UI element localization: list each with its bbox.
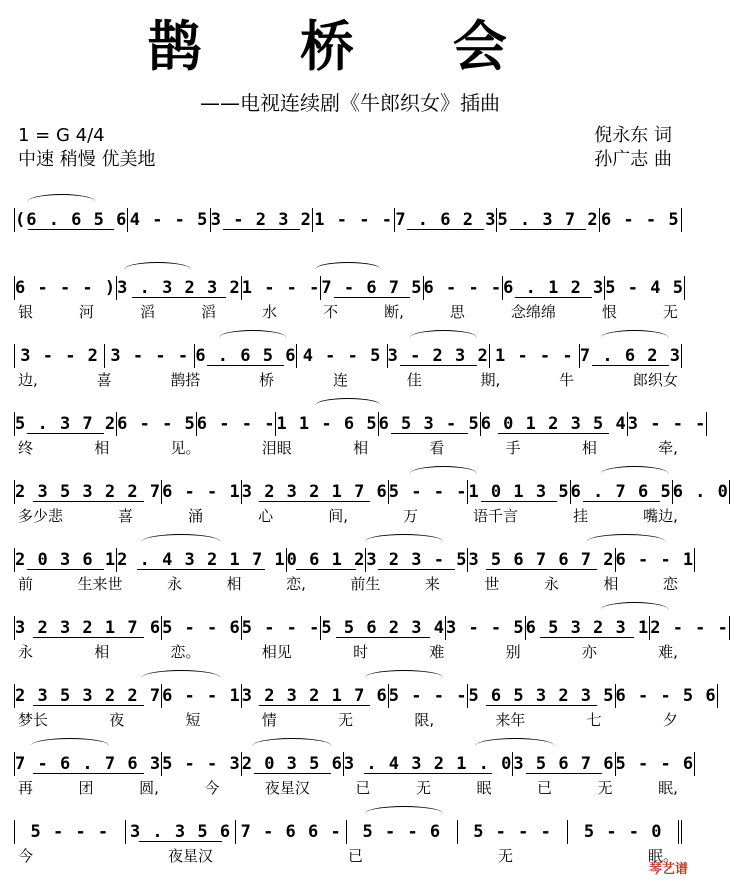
measure: 3 5 6 7 6: [513, 754, 615, 774]
lyric-syllable: 眠,: [658, 779, 678, 797]
measure: 6 0 1 2 3 5 4: [480, 414, 627, 434]
measure: 3 2 3 - 5: [366, 550, 468, 570]
lyric-syllable: 已: [347, 847, 363, 865]
notation-row: [14, 206, 682, 232]
beam-underline: [259, 501, 370, 502]
notation-row: [14, 342, 682, 368]
measure: 7 - 6 7 5: [321, 278, 423, 298]
measure: 6 - - 1: [162, 482, 241, 502]
lyric-syllable: 无: [597, 779, 613, 797]
lyric-syllable: 亦: [581, 643, 597, 661]
lyric-syllable: 牵,: [658, 439, 678, 457]
measure: 5 - - -: [388, 686, 468, 706]
beam-underline: [364, 773, 492, 774]
lyric-syllable: 语千言: [473, 507, 519, 525]
measure: 3 - 2 3 2: [210, 210, 312, 230]
lyric-syllable: 永: [18, 643, 34, 661]
lyric-syllable: 短: [185, 711, 201, 729]
lyric-syllable: 七: [586, 711, 602, 729]
slur-mark: [142, 534, 220, 549]
measure: 6 5 3 2 3 1: [525, 618, 650, 638]
lyric-syllable: 看: [429, 439, 445, 457]
lyric-syllable: 前: [18, 575, 34, 593]
lyric-syllable: 梦长: [18, 711, 49, 729]
lyric-syllable: 无: [415, 779, 431, 797]
measure: 6 . 1 2 3: [503, 278, 605, 298]
measure: 3 2 3 2 1 7 6: [241, 686, 388, 706]
lyric-syllable: 终: [18, 439, 34, 457]
lyrics-row: [14, 302, 682, 322]
measure: 3 . 3 2 3 2: [117, 278, 241, 298]
lyric-syllable: 鹊搭: [170, 371, 201, 389]
lyric-syllable: 挂: [573, 507, 589, 525]
lyric-syllable: 滔: [140, 303, 156, 321]
lyric-syllable: 相: [603, 575, 619, 593]
lyric-syllable: 难,: [658, 643, 678, 661]
measure: 5 - - -: [14, 820, 126, 844]
score-line: [14, 806, 682, 864]
lyric-syllable: 手: [505, 439, 521, 457]
lyric-syllable: 来年: [495, 711, 526, 729]
lyric-syllable: 再: [18, 779, 34, 797]
measure: 5 - - 0: [568, 820, 682, 844]
beam-underline: [515, 297, 592, 298]
lyric-syllable: 思: [449, 303, 465, 321]
slur-mark: [28, 194, 95, 209]
beam-underline: [583, 501, 660, 502]
notation-row: [14, 410, 707, 436]
lyric-syllable: 滔: [201, 303, 217, 321]
measure: 6 - - -: [196, 414, 276, 434]
lyric-syllable: 万: [403, 507, 419, 525]
measure: 3 - - 5: [445, 618, 525, 638]
measure: 1 - - -: [313, 208, 395, 232]
measure: 3 - 2 3 2: [387, 346, 489, 366]
measure: 3 . 4 3 2 1 . 0: [343, 754, 513, 774]
lyric-syllable: 时: [353, 643, 369, 661]
lyric-syllable: 不: [323, 303, 339, 321]
beam-underline: [400, 365, 477, 366]
lyric-syllable: 相: [581, 439, 597, 457]
slur-mark: [365, 806, 443, 821]
measure: 6 - - 5 6: [615, 686, 717, 706]
lyric-syllable: 来: [424, 575, 440, 593]
slur-mark: [601, 330, 668, 345]
lyric-syllable: 牛: [559, 371, 575, 389]
lyric-syllable: 别: [505, 643, 521, 661]
measure: 4 - - 5: [128, 208, 210, 232]
lyrics-row: [14, 710, 682, 730]
notation-row: [14, 682, 717, 708]
score-line: [14, 738, 695, 797]
beam-underline: [407, 229, 484, 230]
composer-credit: 孙广志 曲: [594, 149, 672, 170]
slur-mark: [601, 466, 668, 481]
lyric-syllable: 无: [662, 303, 678, 321]
beam-underline: [27, 433, 104, 434]
score-line: [14, 330, 682, 388]
measure: 6 - - - ): [15, 278, 117, 298]
measure: 2 3 5 3 2 2 7: [15, 482, 162, 502]
beam-underline: [526, 773, 603, 774]
measure: 7 . 6 2 3: [395, 210, 497, 230]
lyric-syllable: 见。: [170, 439, 201, 457]
slur-mark: [365, 670, 443, 685]
lyric-syllable: 期,: [480, 371, 501, 389]
beam-underline: [259, 705, 370, 706]
lyrics-row: [14, 370, 682, 390]
measure: 2 0 3 5 6: [241, 754, 343, 774]
lyric-syllable: 圆,: [139, 779, 159, 797]
lyric-syllable: 断,: [384, 303, 404, 321]
measure: (6 . 6 5 6: [15, 210, 128, 230]
measure: 5 - - -: [241, 618, 321, 638]
lyrics-row: [14, 234, 682, 254]
beam-underline: [27, 569, 104, 570]
lyric-syllable: 恋: [662, 575, 678, 593]
lyric-syllable: 夜星汉: [264, 779, 310, 797]
slur-mark: [124, 262, 191, 277]
lyric-syllable: 眠: [476, 779, 492, 797]
slur-mark: [587, 534, 665, 549]
lyric-syllable: 团: [78, 779, 94, 797]
measure: 2 0 3 6 1: [15, 550, 117, 570]
beam-underline: [223, 229, 300, 230]
measure: 3 2 3 2 1 7 6: [15, 618, 162, 638]
notation-row: [14, 546, 695, 572]
lyrics-row: [14, 574, 682, 594]
lyric-syllable: 限,: [414, 711, 435, 729]
beam-underline: [391, 433, 468, 434]
measure: 6 . 0: [672, 482, 729, 502]
beam-underline: [592, 365, 669, 366]
beam-underline: [510, 229, 587, 230]
lyric-syllable: 夜星汉: [167, 847, 213, 865]
lyric-syllable: 相: [226, 575, 242, 593]
lyric-syllable: 恋。: [170, 643, 201, 661]
measure: 5 - - 6: [615, 754, 695, 774]
measure: 6 - - -: [423, 278, 503, 298]
slur-mark: [410, 330, 477, 345]
lyric-syllable: 情: [261, 711, 277, 729]
measure: 3 - - -: [627, 414, 707, 434]
lyrics-row: [14, 778, 682, 798]
song-title: 鹊 桥 会: [147, 14, 547, 78]
lyricist-credit: 倪永东 词: [594, 125, 672, 146]
beam-underline: [378, 569, 455, 570]
lyric-syllable: 边,: [18, 371, 38, 389]
measure: 2 3 5 3 2 2 7: [15, 686, 162, 706]
slur-mark: [476, 738, 554, 753]
lyric-syllable: 相: [353, 439, 369, 457]
slur-mark: [410, 466, 477, 481]
notation-row: [14, 818, 682, 844]
lyric-syllable: 河: [79, 303, 95, 321]
lyric-syllable: 今: [18, 847, 34, 865]
beam-underline: [334, 297, 411, 298]
beam-underline: [207, 365, 284, 366]
beam-underline: [139, 841, 222, 842]
score-line: [14, 670, 717, 729]
beam-underline: [540, 637, 634, 638]
lyric-syllable: 无: [497, 847, 513, 865]
lyric-syllable: 相: [94, 439, 110, 457]
measure: 6 - - 5: [117, 414, 196, 434]
lyric-syllable: 念绵绵: [510, 303, 556, 321]
slur-mark: [315, 262, 382, 277]
lyric-syllable: 世: [484, 575, 500, 593]
measure: 6 5 3 - 5: [378, 414, 480, 434]
measure: 6 . 6 5 6: [195, 346, 297, 366]
lyric-syllable: 桥: [259, 371, 275, 389]
measure: 1 - - -: [490, 344, 580, 368]
measure: 5 - 4 5: [605, 278, 684, 298]
measure: 4 - - 5: [297, 344, 387, 368]
beam-underline: [137, 569, 265, 570]
notation-row: [14, 478, 729, 504]
lyric-syllable: 难: [429, 643, 445, 661]
lyric-syllable: 今: [204, 779, 220, 797]
measure: 0 6 1 2: [286, 550, 366, 570]
beam-underline: [486, 569, 597, 570]
lyric-syllable: 连: [332, 371, 348, 389]
measure: 3 2 3 2 1 7 6: [241, 482, 388, 502]
measure: 5 - - 6: [347, 820, 458, 844]
score-line: [14, 398, 707, 457]
measure: 3 - - -: [105, 344, 195, 368]
slur-mark: [219, 330, 286, 345]
lyric-syllable: 水: [262, 303, 278, 321]
lyric-syllable: 心: [258, 507, 274, 525]
measure: 5 - - 6: [162, 618, 241, 638]
score-line: [14, 262, 682, 320]
measure: 6 - - 1: [615, 550, 695, 570]
key-signature: 1 = G 4/4: [18, 125, 105, 146]
notation-row: [14, 750, 695, 776]
lyric-syllable: 永: [167, 575, 183, 593]
lyric-syllable: 相: [94, 643, 110, 661]
lyric-syllable: 郎织女: [632, 371, 678, 389]
measure: 5 - - 3: [162, 754, 241, 774]
measure: 1 0 1 3 5: [468, 482, 570, 502]
lyric-syllable: 生来世: [77, 575, 123, 593]
beam-underline: [33, 501, 144, 502]
notation-row: [14, 614, 729, 640]
lyric-syllable: 银: [18, 303, 34, 321]
measure: 6 - - 5: [600, 208, 682, 232]
beam-underline: [498, 433, 609, 434]
notation-row: [14, 274, 682, 300]
beam-underline: [33, 705, 144, 706]
beam-underline: [481, 501, 558, 502]
slur-mark: [365, 534, 443, 549]
song-subtitle: ——电视连续剧《牛郎织女》插曲: [200, 91, 500, 115]
lyric-syllable: 永: [543, 575, 559, 593]
lyric-syllable: 涌: [188, 507, 204, 525]
measure: 7 . 6 2 3: [579, 346, 681, 366]
measure: 1 - - -: [241, 278, 321, 298]
lyric-syllable: 夕: [662, 711, 678, 729]
lyric-syllable: 已: [355, 779, 371, 797]
tempo-marking: 中速 稍慢 优美地: [18, 149, 156, 170]
slur-mark: [31, 738, 109, 753]
beam-underline: [33, 637, 144, 638]
lyrics-row: [14, 438, 682, 458]
measure: 5 . 3 7 2: [497, 210, 599, 230]
lyric-syllable: 恋,: [286, 575, 306, 593]
score-line: [14, 194, 682, 252]
watermark-logo: 琴艺谱: [648, 862, 688, 877]
score-line: [14, 534, 695, 593]
beam-underline: [486, 705, 597, 706]
measure: 1 1 - 6 5: [276, 414, 378, 434]
beam-underline: [336, 637, 430, 638]
slur-mark: [142, 670, 220, 685]
measure: 5 . 3 7 2: [15, 414, 117, 434]
measure: 7 - 6 6 -: [236, 820, 347, 844]
lyric-syllable: 喜: [96, 371, 112, 389]
measure: 3 5 6 7 6 7 2: [468, 550, 615, 570]
beam-underline: [33, 773, 144, 774]
lyric-syllable: 佳: [406, 371, 422, 389]
lyric-syllable: 夜: [109, 711, 125, 729]
lyric-syllable: 已: [537, 779, 553, 797]
lyric-syllable: 间,: [328, 507, 348, 525]
lyric-syllable: 前生: [350, 575, 381, 593]
measure: 6 - - 1: [162, 686, 241, 706]
beam-underline: [296, 569, 356, 570]
measure: 5 6 5 3 2 3 5: [468, 686, 615, 706]
measure: 3 . 3 5 6: [126, 820, 237, 844]
measure: 2 - - -: [650, 618, 729, 638]
lyric-syllable: 恨: [601, 303, 617, 321]
lyric-syllable: 泪眼: [261, 439, 292, 457]
measure: 7 - 6 . 7 6 3: [15, 754, 162, 774]
slur-mark: [601, 602, 668, 617]
slur-mark: [315, 398, 382, 413]
lyrics-row: [14, 642, 682, 662]
measure: 6 . 7 6 5: [570, 482, 672, 502]
beam-underline: [28, 229, 113, 230]
lyric-syllable: 多少悲: [18, 507, 64, 525]
score-line: [14, 602, 729, 661]
lyrics-row: [14, 846, 682, 866]
lyrics-row: [14, 506, 682, 526]
beam-underline: [132, 297, 226, 298]
lyric-syllable: 无: [338, 711, 354, 729]
lyric-syllable: 相见: [261, 643, 292, 661]
lyric-syllable: 眠。: [647, 847, 678, 865]
score-line: [14, 466, 729, 525]
measure: 5 - - -: [388, 482, 468, 502]
beam-underline: [254, 773, 331, 774]
measure: 5 5 6 2 3 4: [321, 618, 445, 638]
slur-mark: [253, 738, 331, 753]
measure: 5 - - -: [458, 820, 569, 844]
lyric-syllable: 嘴边,: [643, 507, 678, 525]
lyric-syllable: 喜: [118, 507, 134, 525]
measure: 2 . 4 3 2 1 7 1: [117, 550, 286, 570]
measure: 3 - - 2: [14, 344, 105, 368]
